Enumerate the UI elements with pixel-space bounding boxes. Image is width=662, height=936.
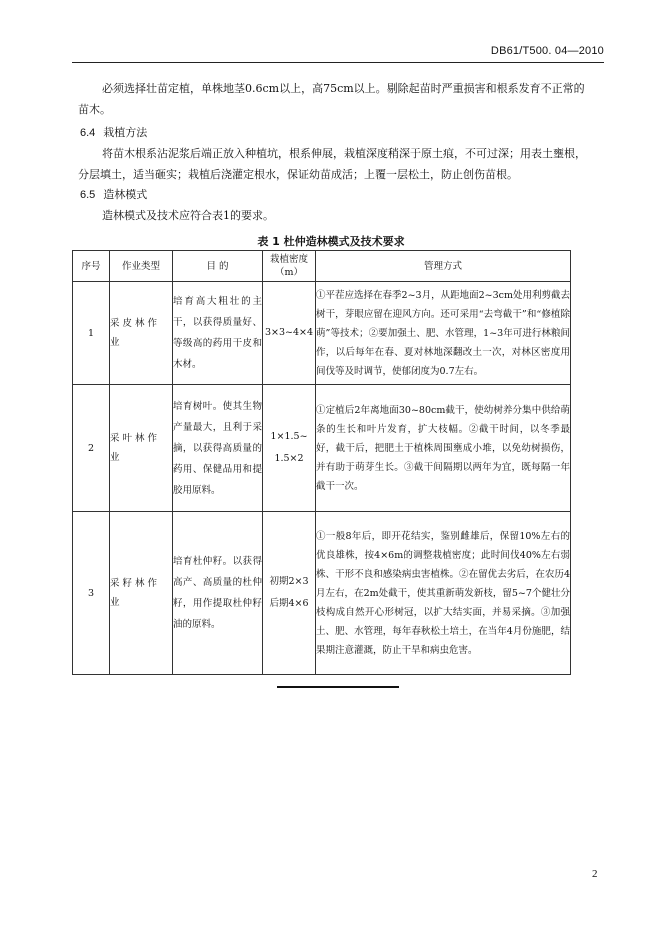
section-end-rule	[277, 686, 399, 688]
section-number: 6.5	[80, 189, 96, 201]
table-caption: 表 1 杜仲造林模式及技术要求	[257, 235, 405, 248]
row-purpose: 培育杜仲籽。以获得高产、高质量的杜仲籽，用作提取杜仲籽油的原料。	[173, 512, 263, 675]
table-header-row	[73, 251, 571, 282]
row-method: ①定植后2年离地面30~80cm截干，使幼树养分集中供给萌条的生长和叶片发育，扩大枝幅。②截干时间，以冬季最好，截干后，把肥土于植株周围壅成小堆，以免幼树损伤，并有助于萌芽生长。③截干间隔期以两年为宜，既每隔一年截干一次。	[316, 385, 571, 512]
page-number: 2	[592, 868, 598, 880]
header-purpose: 目 的	[173, 251, 263, 282]
density-line-1: 初期2×3	[269, 576, 309, 587]
row-num: 3	[73, 512, 110, 675]
paragraph-planting-2: 分层填土，适当砸实；栽植后浇灌定根水，保证幼苗成活；上覆一层松土，防止创伤苗根。	[78, 168, 518, 181]
section-title: 造林模式	[103, 188, 148, 201]
header-divider	[72, 62, 604, 63]
density-line-1: 3×3~4×4	[264, 327, 314, 338]
row-type: 采皮林作业	[110, 282, 173, 385]
document-code: DB61/T500. 04—2010	[490, 45, 604, 57]
row-density	[263, 385, 316, 512]
section-heading-6-4	[80, 124, 147, 140]
row-density	[263, 512, 316, 675]
header-num: 序号	[73, 251, 110, 282]
row-num: 2	[73, 385, 110, 512]
table-row	[73, 512, 571, 675]
paragraph-pattern: 造林模式及技术应符合表1的要求。	[102, 209, 274, 222]
section-title: 栽植方法	[103, 126, 148, 139]
density-line-2: 1.5×2	[274, 453, 304, 464]
section-number: 6.4	[80, 127, 96, 139]
afforestation-table	[72, 250, 571, 675]
row-purpose: 培育树叶。使其生物产量最大，且利于采摘，以获得高质量的药用、保健品用和提胶用原料。	[173, 385, 263, 512]
density-line-1: 1×1.5~	[270, 431, 308, 442]
row-type: 采叶林作业	[110, 385, 173, 512]
paragraph-seedling-1: 必须选择壮苗定植，单株地茎0.6cm以上，高75cm以上。剔除起苗时严重损害和根系发育不正常的	[102, 82, 585, 95]
row-num: 1	[73, 282, 110, 385]
section-heading-6-5	[80, 186, 147, 202]
row-density	[263, 282, 316, 385]
table-row	[73, 385, 571, 512]
row-purpose: 培育高大粗壮的主干，以获得质量好、等级高的药用干皮和木材。	[173, 282, 263, 385]
header-density: 栽植密度（m）	[263, 251, 316, 282]
density-line-2: 后期4×6	[269, 598, 309, 609]
table-row	[73, 282, 571, 385]
row-method: ①平茬应选择在春季2~3月，从距地面2~3cm处用利剪截去树干，芽眼应留在迎风方向。还可采用“去弯截干”和“修植除萌”等技术；②要加强土、肥、水管理，1~3年可进行林粮间作，以后每年在春、夏对林地深翻改土一次，对林区密度用间伐等及时调节，使郁闭度为0.7左右。	[316, 282, 571, 385]
row-type: 采籽林作业	[110, 512, 173, 675]
header-method: 管理方式	[316, 251, 571, 282]
paragraph-planting-1: 将苗木根系沾泥浆后端正放入种植坑，根系伸展，栽植深度稍深于原土痕，不可过深；用表土壅根，	[102, 147, 586, 160]
header-type: 作业类型	[110, 251, 173, 282]
row-method: ①一般8年后，即开花结实，鉴别雌雄后，保留10%左右的优良雄株，按4×6m的调整栽植密度；此时间伐40%左右弱株、干形不良和感染病虫害植株。②在留优去劣后，在农历4月左右，在2m处截干，使其重新萌发新枝，留5~7个健壮分枝构成自然开心形树冠，以扩大结实面，并易采摘。③加强土、肥、水管理，每年春秋松土培土，在当年4月份施肥，结果期注意灌溉，防止干旱和病虫危害。	[316, 512, 571, 675]
paragraph-seedling-2: 苗木。	[78, 103, 111, 116]
